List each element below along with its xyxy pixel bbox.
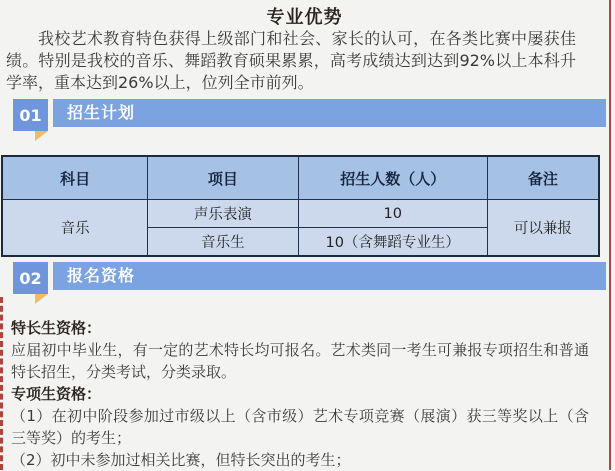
table-header-program: 项目 (148, 156, 298, 200)
section-number-badge: 01 (13, 99, 48, 131)
special-talent-qualification-text: 应届初中毕业生，有一定的艺术特长均可报名。艺术类同一考生可兼报专项招生和普通特长招生，分类考试，分类录取。 (11, 341, 589, 381)
table-header-remark: 备注 (487, 156, 599, 200)
intro-paragraph: 我校艺术教育特色获得上级部门和社会、家长的认可，在各类比赛中屡获佳绩。特别是我校的音乐、舞蹈教育硕果累累，高考成绩达到达到92%以上本科升学率，重本达到26%以上，位列全市前列。 (6, 29, 576, 92)
table-cell-program: 音乐生 (148, 228, 298, 257)
fold-triangle-icon (35, 131, 48, 141)
table-row (2, 200, 599, 228)
page-title: 专业优势 (266, 7, 343, 28)
right-red-border (609, 0, 611, 470)
table-cell-remark: 可以兼报 (487, 200, 599, 257)
fold-triangle-icon (35, 294, 48, 304)
table-header-subject: 科目 (2, 156, 148, 200)
section-title-bar: 招生计划 (53, 99, 606, 127)
table-header-row (2, 156, 599, 200)
table-header-count: 招生人数（人） (298, 156, 487, 200)
left-dashed-red-border (0, 297, 3, 470)
qualifications-block (11, 317, 589, 471)
table-cell-count: 10 (298, 200, 487, 228)
qualification-item: （2）初中未参加过相关比赛，但特长突出的考生； (11, 451, 351, 469)
table-cell-subject: 音乐 (2, 200, 148, 257)
section-header-application-qualification (13, 262, 606, 306)
table-cell-program: 声乐表演 (148, 200, 298, 228)
project-student-qualification-title: 专项生资格： (11, 385, 102, 403)
section-title-bar: 报名资格 (53, 262, 606, 290)
special-talent-qualification-title: 特长生资格： (11, 319, 102, 337)
section-header-enrollment-plan (13, 99, 606, 143)
section-number-badge: 02 (13, 262, 48, 294)
qualification-item: （1）在初中阶段参加过市级以上（含市级）艺术专项竞赛（展演）获三等奖以上（含三等奖）的考生； (11, 407, 589, 447)
table-cell-count: 10（含舞蹈专业生） (298, 228, 487, 257)
enrollment-table (1, 155, 600, 257)
